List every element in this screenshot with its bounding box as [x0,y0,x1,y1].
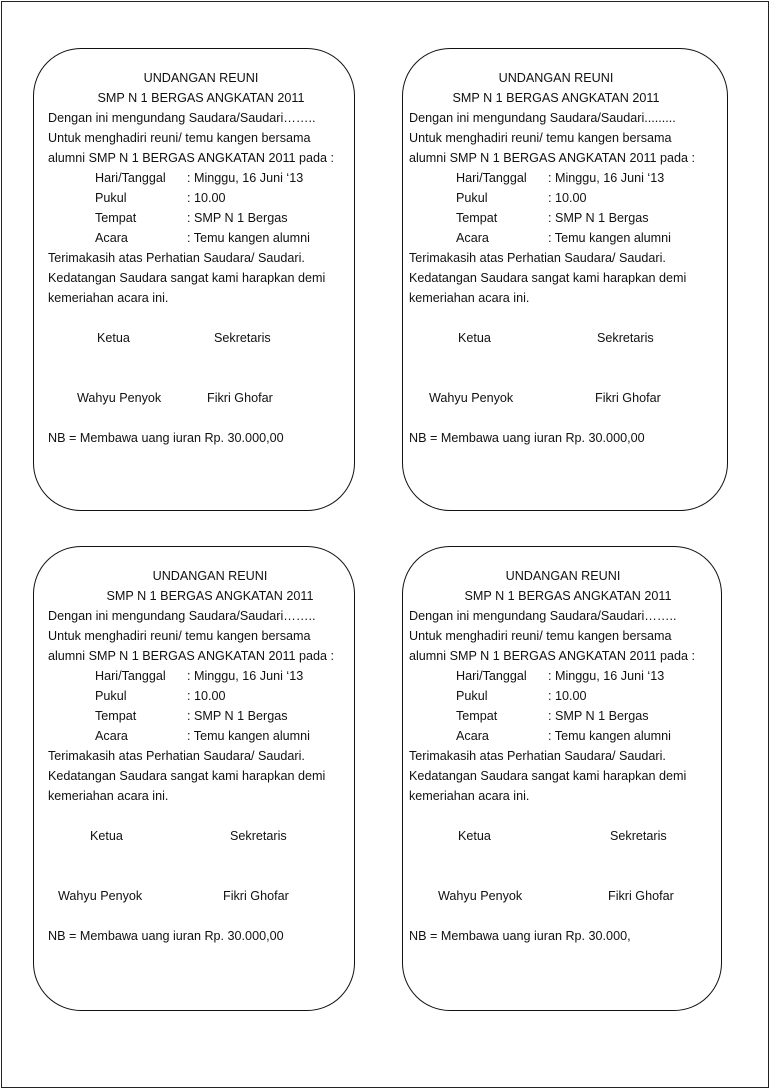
detail-value-event: : Temu kangen alumni [187,231,310,245]
detail-value-event: : Temu kangen alumni [548,231,671,245]
name-secretary: Fikri Ghofar [207,391,273,405]
invitation-card-bottom-left [33,546,355,1011]
detail-label-date: Hari/Tanggal [95,669,166,683]
card-invite-line1: Untuk menghadiri reuni/ temu kangen bersama [48,131,311,145]
detail-label-place: Tempat [95,709,137,723]
card-intro: Dengan ini mengundang Saudara/Saudari…….. [409,609,677,623]
card-invite-line2: alumni SMP N 1 BERGAS ANGKATAN 2011 pada : [48,151,335,165]
invitation-card-top-left [33,48,355,511]
role-secretary: Sekretaris [610,829,667,843]
card-invite-line2: alumni SMP N 1 BERGAS ANGKATAN 2011 pada : [48,649,335,663]
card-school: SMP N 1 BERGAS ANGKATAN 2011 [464,589,672,603]
card-hope-line1: Kedatangan Saudara sangat kami harapkan demi [48,271,326,285]
role-chairman: Ketua [458,829,491,843]
card-note: NB = Membawa uang iuran Rp. 30.000,00 [409,431,645,445]
detail-value-date: : Minggu, 16 Juni ‘13 [548,669,665,683]
card-note: NB = Membawa uang iuran Rp. 30.000,00 [48,431,284,445]
detail-label-place: Tempat [456,211,498,225]
role-secretary: Sekretaris [230,829,287,843]
role-secretary: Sekretaris [214,331,271,345]
name-chairman: Wahyu Penyok [77,391,162,405]
card-title: UNDANGAN REUNI [498,71,614,85]
card-hope-line1: Kedatangan Saudara sangat kami harapkan demi [409,271,687,285]
invitation-card-top-right [402,48,728,511]
detail-value-date: : Minggu, 16 Juni ‘13 [548,171,665,185]
detail-label-time: Pukul [95,689,127,703]
detail-value-place: : SMP N 1 Bergas [187,211,288,225]
detail-value-place: : SMP N 1 Bergas [187,709,288,723]
card-intro: Dengan ini mengundang Saudara/Saudari......... [409,111,676,125]
card-note: NB = Membawa uang iuran Rp. 30.000,00 [48,929,284,943]
detail-value-time: : 10.00 [548,191,587,205]
role-secretary: Sekretaris [597,331,654,345]
card-invite-line2: alumni SMP N 1 BERGAS ANGKATAN 2011 pada : [409,649,696,663]
detail-value-time: : 10.00 [187,191,226,205]
card-thanks: Terimakasih atas Perhatian Saudara/ Saudari. [48,749,305,763]
detail-value-place: : SMP N 1 Bergas [548,709,649,723]
card-hope-line2: kemeriahan acara ini. [48,789,169,803]
card-hope-line1: Kedatangan Saudara sangat kami harapkan demi [409,769,687,783]
detail-value-event: : Temu kangen alumni [187,729,310,743]
detail-value-time: : 10.00 [187,689,226,703]
name-chairman: Wahyu Penyok [58,889,143,903]
card-thanks: Terimakasih atas Perhatian Saudara/ Saudari. [409,749,666,763]
detail-value-time: : 10.00 [548,689,587,703]
card-school: SMP N 1 BERGAS ANGKATAN 2011 [452,91,660,105]
name-chairman: Wahyu Penyok [429,391,514,405]
card-title: UNDANGAN REUNI [143,71,259,85]
detail-label-date: Hari/Tanggal [456,171,527,185]
card-thanks: Terimakasih atas Perhatian Saudara/ Saudari. [48,251,305,265]
invitation-card-bottom-right [402,546,722,1011]
name-secretary: Fikri Ghofar [223,889,289,903]
detail-value-place: : SMP N 1 Bergas [548,211,649,225]
card-intro: Dengan ini mengundang Saudara/Saudari…….. [48,111,316,125]
card-invite-line2: alumni SMP N 1 BERGAS ANGKATAN 2011 pada : [409,151,696,165]
card-title: UNDANGAN REUNI [152,569,268,583]
card-hope-line2: kemeriahan acara ini. [48,291,169,305]
detail-label-time: Pukul [456,689,488,703]
card-invite-line1: Untuk menghadiri reuni/ temu kangen bersama [48,629,311,643]
role-chairman: Ketua [458,331,491,345]
detail-label-event: Acara [95,729,128,743]
detail-label-time: Pukul [456,191,488,205]
name-secretary: Fikri Ghofar [608,889,674,903]
detail-value-date: : Minggu, 16 Juni ‘13 [187,171,304,185]
card-hope-line2: kemeriahan acara ini. [409,789,530,803]
role-chairman: Ketua [97,331,130,345]
card-school: SMP N 1 BERGAS ANGKATAN 2011 [97,91,305,105]
card-hope-line2: kemeriahan acara ini. [409,291,530,305]
card-title: UNDANGAN REUNI [505,569,621,583]
detail-value-event: : Temu kangen alumni [548,729,671,743]
detail-label-event: Acara [456,729,489,743]
detail-value-date: : Minggu, 16 Juni ‘13 [187,669,304,683]
card-hope-line1: Kedatangan Saudara sangat kami harapkan demi [48,769,326,783]
card-school: SMP N 1 BERGAS ANGKATAN 2011 [106,589,314,603]
role-chairman: Ketua [90,829,123,843]
detail-label-date: Hari/Tanggal [95,171,166,185]
detail-label-event: Acara [456,231,489,245]
card-intro: Dengan ini mengundang Saudara/Saudari…….. [48,609,316,623]
name-secretary: Fikri Ghofar [595,391,661,405]
card-thanks: Terimakasih atas Perhatian Saudara/ Saudari. [409,251,666,265]
card-note: NB = Membawa uang iuran Rp. 30.000, [409,929,631,943]
detail-label-time: Pukul [95,191,127,205]
card-invite-line1: Untuk menghadiri reuni/ temu kangen bersama [409,131,672,145]
card-invite-line1: Untuk menghadiri reuni/ temu kangen bersama [409,629,672,643]
detail-label-place: Tempat [456,709,498,723]
detail-label-event: Acara [95,231,128,245]
detail-label-place: Tempat [95,211,137,225]
detail-label-date: Hari/Tanggal [456,669,527,683]
name-chairman: Wahyu Penyok [438,889,523,903]
